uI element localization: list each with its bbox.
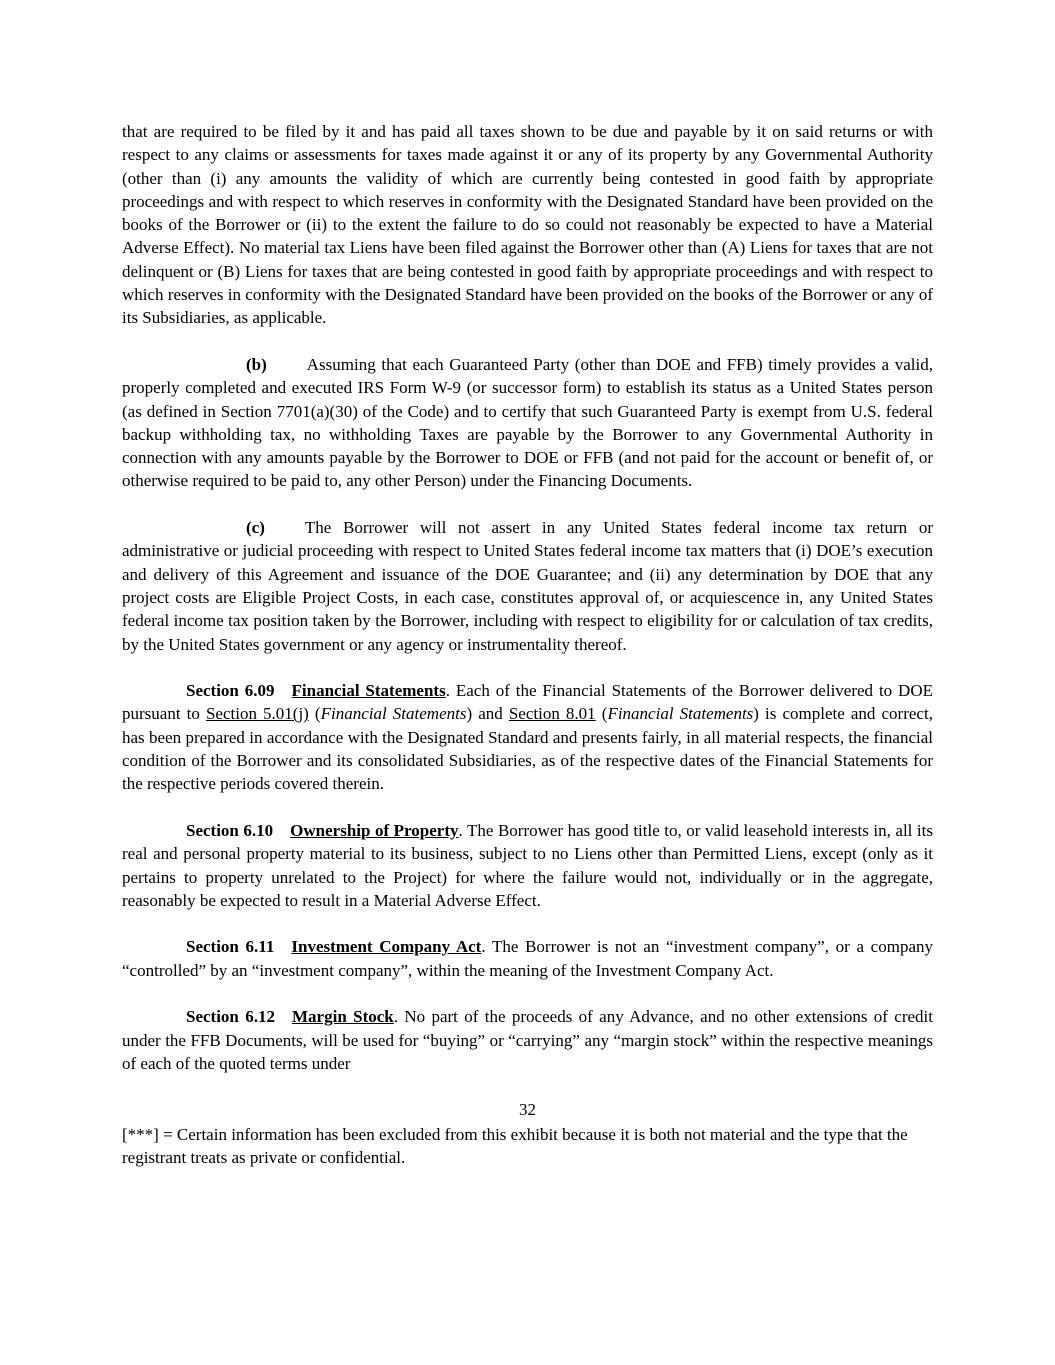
body-paragraph (122, 120, 933, 330)
text-run: ) and (466, 704, 509, 724)
text-run: . The Borrower is not an “investment company”, or a company “controlled” by an “investment company”, within the meaning of the Investment Company Act. (122, 937, 933, 980)
section-paragraph (122, 935, 933, 982)
clause-marker: Section 6.11 (186, 937, 275, 957)
text-run: Assuming that each Guaranteed Party (other than DOE and FFB) timely provides a valid, properly completed and executed IRS Form W-9 (or successor form) to establish its status as a United States person (as defined in Section 7701(a)(30) of the Code) and to certify that such Guaranteed Party is exempt from U.S. federal backup withholding tax, no withholding Taxes are payable by the Borrower to any Governmental Authority in connection with any amounts payable by the Borrower to DOE or FFB (and not paid for the account or benefit of, or otherwise required to be paid to, any other Person) under the Financing Documents. (122, 354, 933, 491)
section-paragraph (122, 679, 933, 795)
cross-reference: Section 5.01(j) (205, 704, 309, 724)
section-paragraph (122, 819, 933, 912)
clause-marker: (b) (246, 354, 267, 374)
text-run: The Borrower will not assert in any United States federal income tax return or administrative or judicial proceeding with respect to United States federal income tax matters that (i) DOE’s execution and delivery of this Agreement and issuance of the DOE Guarantee; and (ii) any determination by DOE that any project costs are Eligible Project Costs, in each case, constitutes approval of, or acquiescence in, any United States federal income tax position taken by the Borrower, including with respect to eligibility for or calculation of tax credits, by the United States government or any agency or instrumentality thereof. (122, 518, 933, 654)
clause-marker: Section 6.12 (186, 1007, 275, 1027)
text-run: that are required to be filed by it and has paid all taxes shown to be due and payable by it on said returns or with respect to any claims or assessments for taxes made against it or any of its property by any Governmental Authority (other than (i) any amounts the validity of which are currently being contested in good faith by appropriate proceedings and with respect to which reserves in conformity with the Designated Standard have been provided on the books of the Borrower or (ii) to the extent the failure to do so could not reasonably be expected to have a Material Adverse Effect). No material tax Liens have been filed against the Borrower other than (A) Liens for taxes that are not delinquent or (B) Liens for taxes that are being contested in good faith by appropriate proceedings and with respect to which reserves in conformity with the Designated Standard have been provided on the books of the Borrower or any of its Subsidiaries, as applicable. (122, 122, 933, 328)
confidentiality-footnote: [***] = Certain information has been excluded from this exhibit because it is both not material and the type that the registrant treats as private or confidential. (122, 1124, 908, 1168)
page-number: 32 (519, 1100, 536, 1120)
text-run: ( (308, 704, 321, 724)
document-body (122, 120, 933, 1075)
section-heading: Investment Company Act (291, 937, 482, 957)
section-paragraph (122, 1005, 933, 1075)
text-run: . The Borrower has good title to, or valid leasehold interests in, all its real and personal property material to its business, subject to no Liens other than Permitted Liens, except (only as it pertains to property unrelated to the Project) for where the failure would not, individually or in the aggregate, reasonably be expected to result in a Material Adverse Effect. (122, 820, 933, 910)
section-heading: Margin Stock (292, 1007, 394, 1027)
section-heading: Financial Statements (291, 681, 446, 701)
text-run: ( (595, 704, 608, 724)
sub-clause-paragraph (122, 516, 933, 656)
defined-term: Financial Statements (607, 704, 754, 724)
section-heading: Ownership of Property (290, 820, 459, 840)
defined-term: Financial Statements (320, 704, 467, 724)
text-run: . Each of the Financial Statements of the Borrower delivered to DOE pursuant to (122, 681, 933, 724)
clause-marker: Section 6.10 (186, 820, 274, 840)
clause-marker: (c) (246, 518, 265, 538)
clause-marker: Section 6.09 (186, 681, 275, 701)
text-run: ) is complete and correct, has been prepared in accordance with the Designated Standard and presents fairly, in all material respects, the financial condition of the Borrower and its consolidated Subsidiaries, as of the respective dates of the Financial Statements for the respective periods covered therein. (122, 704, 933, 794)
text-run: . No part of the proceeds of any Advance, and no other extensions of credit under the FFB Documents, will be used for “buying” or “carrying” any “margin stock” within the respective meanings of each of the quoted terms under (122, 1007, 934, 1073)
cross-reference: Section 8.01 (508, 704, 596, 724)
sub-clause-paragraph (122, 353, 933, 493)
